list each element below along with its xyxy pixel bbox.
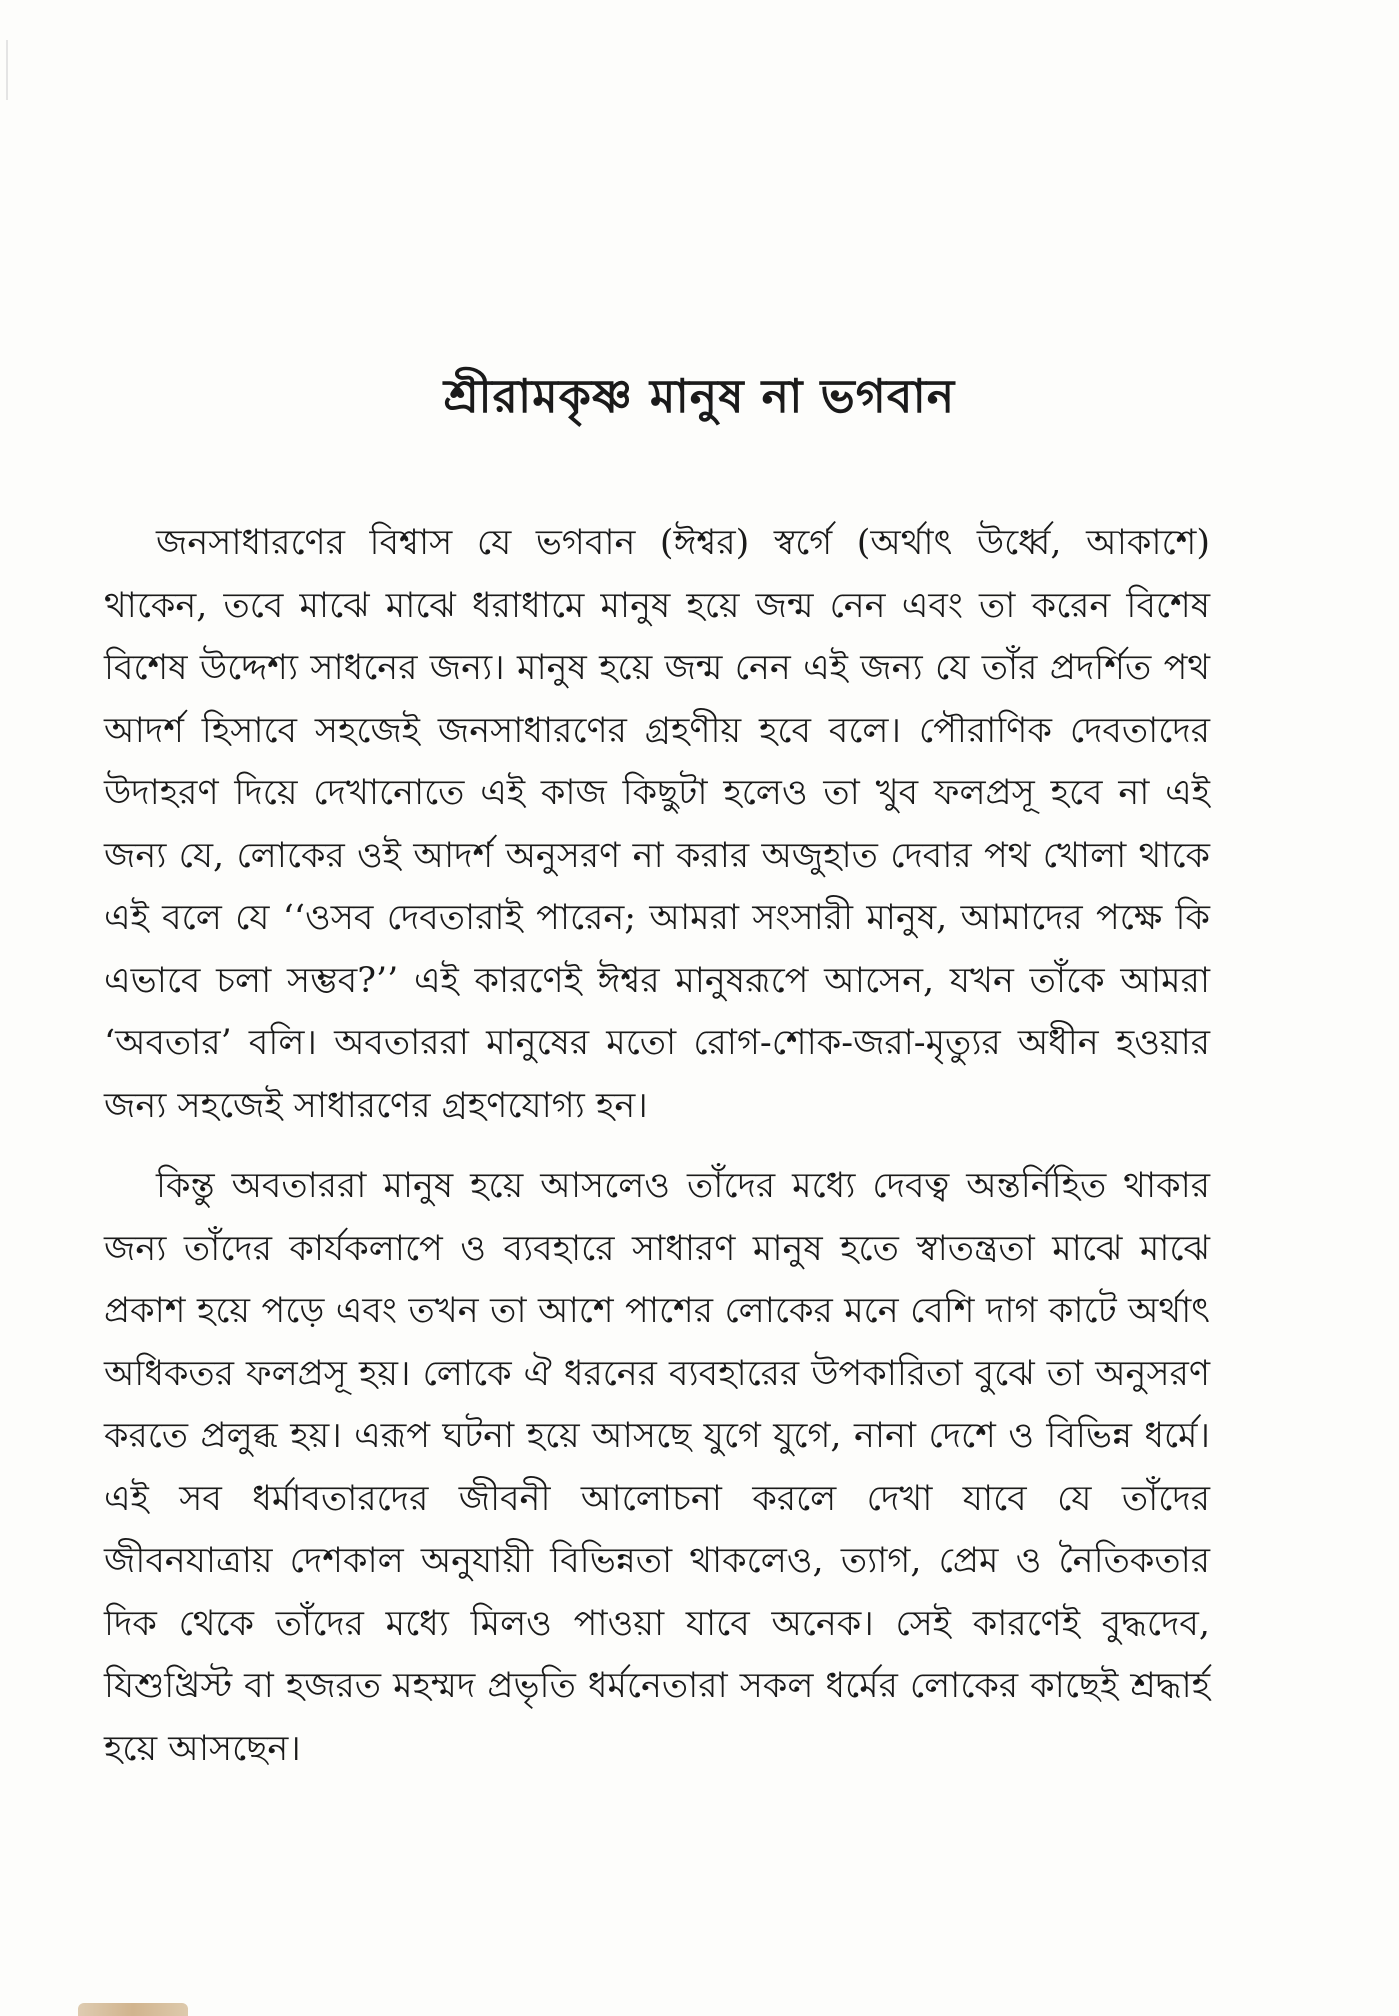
scan-edge-mark [6, 40, 8, 100]
body-text [104, 512, 1210, 1798]
page-stain [78, 2003, 188, 2016]
paragraph-2: কিন্তু অবতাররা মানুষ হয়ে আসলেও তাঁদের মধ্যে দেবত্ব অন্তর্নিহিত থাকার জন্য তাঁদের কার্যকলাপে ও ব্যবহারে সাধারণ মানুষ হতে স্বাতন্ত্রতা মাঝে মাঝে প্রকাশ হয়ে পড়ে এবং তখন তা আশে পাশের লোকের মনে বেশি দাগ কাটে অর্থাৎ অধিকতর ফলপ্রসূ হয়। লোকে ঐ ধরনের ব্যবহারের উপকারিতা বুঝে তা অনুসরণ করতে প্রলুব্ধ হয়। এরূপ ঘটনা হয়ে আসছে যুগে যুগে, নানা দেশে ও বিভিন্ন ধর্মে। এই সব ধর্মাবতারদের জীবনী আলোচনা করলে দেখা যাবে যে তাঁদের জীবনযাত্রায় দেশকাল অনুযায়ী বিভিন্নতা থাকলেও, ত্যাগ, প্রেম ও নৈতিকতার দিক থেকে তাঁদের মধ্যে মিলও পাওয়া যাবে অনেক। সেই কারণেই বুদ্ধদেব, যিশুখ্রিস্ট বা হজরত মহম্মদ প্রভৃতি ধর্মনেতারা সকল ধর্মের লোকের কাছেই শ্রদ্ধার্হ হয়ে আসছেন। [104, 1166, 1210, 1769]
page-title: শ্রীরামকৃষ্ণ মানুষ না ভগবান [443, 369, 956, 423]
paragraph-1: জনসাধারণের বিশ্বাস যে ভগবান (ঈশ্বর) স্বর্গে (অর্থাৎ উর্ধ্বে, আকাশে) থাকেন, তবে মাঝে মাঝে ধরাধামে মানুষ হয়ে জন্ম নেন এবং তা করেন বিশেষ বিশেষ উদ্দেশ্য সাধনের জন্য। মানুষ হয়ে জন্ম নেন এই জন্য যে তাঁর প্রদর্শিত পথ আদর্শ হিসাবে সহজেই জনসাধারণের গ্রহণীয় হবে বলে। পৌরাণিক দেবতাদের উদাহরণ দিয়ে দেখানোতে এই কাজ কিছুটা হলেও তা খুব ফলপ্রসূ হবে না এই জন্য যে, লোকের ওই আদর্শ অনুসরণ না করার অজুহাত দেবার পথ খোলা থাকে এই বলে যে ‘‘ওসব দেবতারাই পারেন; আমরা সংসারী মানুষ, আমাদের পক্ষে কি এভাবে চলা সম্ভব?’’ এই কারণেই ঈশ্বর মানুষরূপে আসেন, যখন তাঁকে আমরা ‘অবতার’ বলি। অবতাররা মানুষের মতো রোগ-শোক-জরা-মৃত্যুর অধীন হওয়ার জন্য সহজেই সাধারণের গ্রহণযোগ্য হন। [104, 523, 1210, 1126]
